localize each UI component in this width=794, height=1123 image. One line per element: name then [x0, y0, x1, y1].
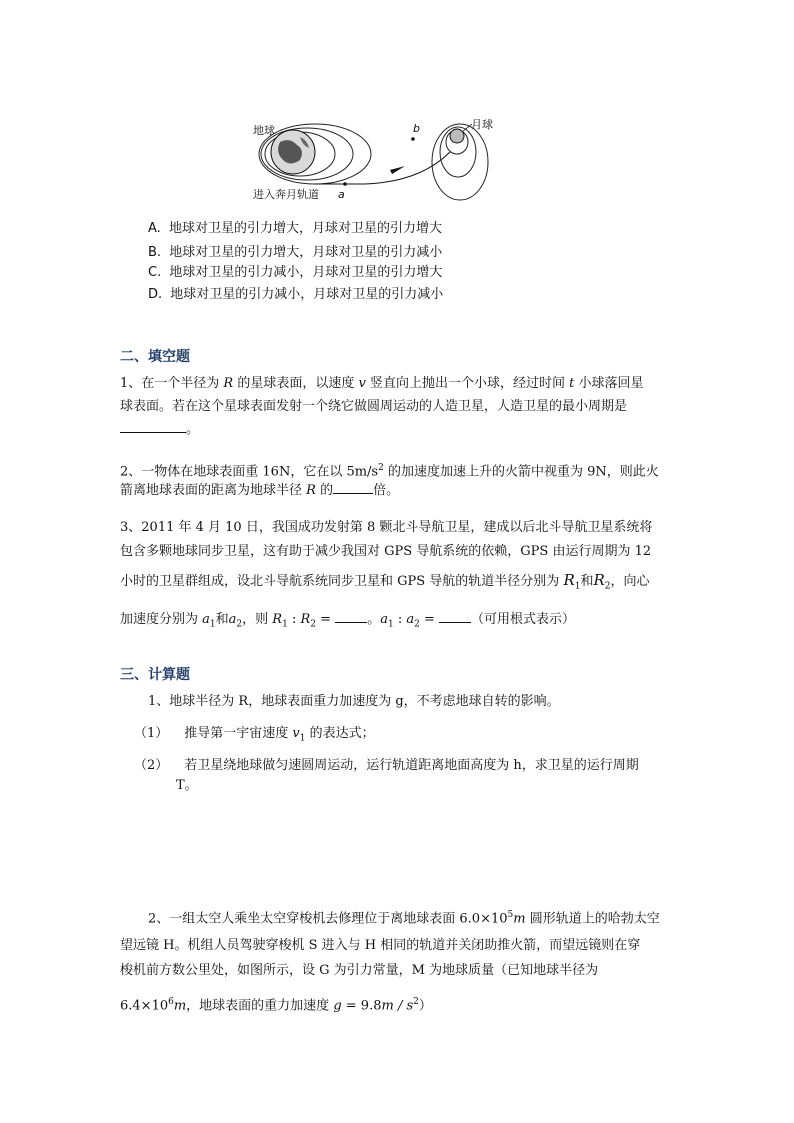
q2-1-line-1	[120, 374, 643, 394]
superscript: 2	[378, 463, 384, 473]
option-letter: D.	[148, 287, 163, 302]
subscript: 1	[574, 581, 581, 592]
earth-label: 地球	[253, 124, 275, 137]
text: =	[419, 612, 440, 627]
subscript: 2	[414, 619, 420, 630]
answer-blank[interactable]	[333, 492, 373, 494]
text: 若卫星绕地球做匀速圆周运动，运行轨道距离地面高度为 h，求卫星的运行周期	[184, 758, 639, 773]
superscript: 5	[507, 910, 514, 920]
var-a1: a	[202, 612, 210, 627]
text: :	[287, 612, 301, 627]
text: 2、一物体在地球表面重 16N，它在以 5m/s	[120, 464, 379, 480]
var-r: R	[306, 483, 316, 498]
var-t: t	[569, 376, 575, 391]
section-heading-fill-in: 二、填空题	[120, 349, 190, 365]
number: 6.4×10	[120, 998, 169, 1014]
option-letter: C.	[148, 265, 162, 280]
q2-2-line-1	[120, 458, 659, 482]
text: ，向心	[610, 574, 650, 589]
option-letter: A.	[148, 221, 161, 236]
text: 加速度分别为	[120, 612, 203, 627]
option-text: 地球对卫星的引力增大，月球对卫星的引力增大	[168, 221, 442, 236]
var-r: R	[223, 376, 234, 391]
part-number: （1）	[134, 726, 169, 741]
q2-2-line-2	[120, 481, 399, 501]
q3-2-line-2: 望远镜 H。机组人员驾驶穿梭机 S 进入与 H 相同的轨道并关闭助推火箭，而望远镜则在穿	[120, 938, 641, 953]
text: ，则	[242, 612, 273, 627]
answer-blank[interactable]	[439, 621, 471, 623]
answer-blank[interactable]	[335, 621, 367, 623]
unit: m / s	[381, 998, 414, 1014]
subscript: 2	[236, 619, 243, 630]
text: （可用根式表示）	[471, 612, 576, 627]
q3-2-line-3: 梭机前方数公里处，如图所示，设 G 为引力常量，M 为地球质量（已知地球半径为	[120, 963, 599, 978]
q3-1-part-2-cont: T。	[176, 778, 198, 793]
section-heading-calculation: 三、计算题	[120, 667, 190, 683]
text: 2、一组太空人乘坐太空穿梭机去修理位于离地球表面	[148, 911, 460, 927]
text: :	[393, 612, 407, 627]
text: =	[316, 612, 336, 627]
point-a-label: a	[338, 188, 345, 201]
subscript: 1	[387, 619, 394, 630]
text: 和	[580, 574, 594, 589]
var-r2: R	[300, 612, 311, 627]
moon-label: 月球	[471, 118, 493, 131]
point-b-label: b	[413, 122, 420, 135]
answer-blank[interactable]	[120, 431, 186, 433]
var-v: v	[358, 376, 366, 391]
option-text: 地球对卫星的引力减小，月球对卫星的引力增大	[169, 265, 443, 280]
subscript: 1	[299, 733, 306, 744]
var-a1: a	[380, 612, 388, 627]
q2-3-line-1: 3、2011 年 4 月 10 日，我国成功发射第 8 颗北斗导航卫星，建成以后北斗导航卫星系统将	[120, 520, 653, 535]
var-v1: v	[292, 726, 300, 741]
text: 推导第一宇宙速度	[184, 726, 293, 741]
text: 的加速度加速上升的火箭中视重为 9N，则此火	[383, 464, 659, 480]
text: 的表达式；	[305, 726, 375, 741]
var-a2: a	[406, 612, 415, 627]
orbit-figure	[245, 112, 505, 207]
text: 的星球表面，以速度	[233, 376, 359, 391]
subscript: 1	[209, 619, 216, 630]
q2-1-line-3	[120, 420, 199, 440]
subscript: 2	[310, 619, 317, 630]
q2-3-line-2: 包含多颗地球同步卫星，这有助于减少我国对 GPS 导航系统的依赖，GPS 由运行周期为 12	[120, 544, 652, 559]
q2-3-line-3	[120, 570, 650, 597]
subscript: 1	[282, 619, 288, 630]
var-r2: R	[593, 571, 605, 589]
entry-orbit-label: 进入奔月轨道	[253, 188, 319, 201]
option-b	[148, 243, 442, 263]
text: 竖直向上抛出一个小球，经过时间	[365, 376, 570, 391]
option-d	[148, 285, 443, 305]
q2-3-line-4	[120, 610, 575, 635]
var-g: g	[333, 998, 342, 1014]
q3-1-intro: 1、地球半径为 R，地球表面重力加速度为 g，不考虑地球自转的影响。	[148, 694, 560, 709]
q3-1-part-2	[134, 756, 639, 776]
superscript: 6	[168, 997, 174, 1007]
text: 小球落回星	[574, 376, 644, 391]
text: 的	[315, 483, 334, 498]
unit: m	[173, 998, 187, 1014]
text: 圆形轨道上的哈勃太空	[525, 911, 660, 927]
number: 6.0×10	[459, 911, 508, 927]
text: 1、在一个半径为	[120, 376, 224, 391]
text: 倍。	[373, 483, 400, 498]
text: 小时的卫星群组成，设北斗导航系统同步卫星和 GPS 导航的轨道半径分别为	[120, 574, 564, 589]
option-a	[148, 219, 442, 239]
text: 。	[367, 612, 381, 627]
subscript: 2	[604, 581, 611, 592]
option-c	[148, 263, 442, 283]
option-text: 地球对卫星的引力增大，月球对卫星的引力减小	[169, 245, 443, 260]
option-text: 地球对卫星的引力减小，月球对卫星的引力减小	[170, 287, 444, 302]
q3-2-line-4	[120, 992, 432, 1016]
text: ）	[418, 998, 432, 1014]
var-r1: R	[563, 571, 575, 589]
unit: m	[513, 911, 526, 927]
text: 。	[186, 422, 200, 437]
text: 箭离地球表面的距离为地球半径	[120, 483, 307, 498]
text: ，地球表面的重力加速度	[186, 998, 334, 1014]
superscript: 2	[413, 997, 419, 1007]
var-r1: R	[272, 612, 283, 627]
text: 和	[215, 612, 229, 627]
q3-1-part-1	[134, 724, 375, 749]
q3-2-line-1	[148, 905, 660, 929]
q2-1-line-2: 球表面。若在这个星球表面发射一个绕它做圆周运动的人造卫星，人造卫星的最小周期是	[120, 399, 628, 414]
option-letter: B.	[148, 245, 162, 260]
var-a2: a	[228, 612, 237, 627]
number: = 9.8	[341, 998, 382, 1014]
part-number: （2）	[134, 758, 169, 773]
